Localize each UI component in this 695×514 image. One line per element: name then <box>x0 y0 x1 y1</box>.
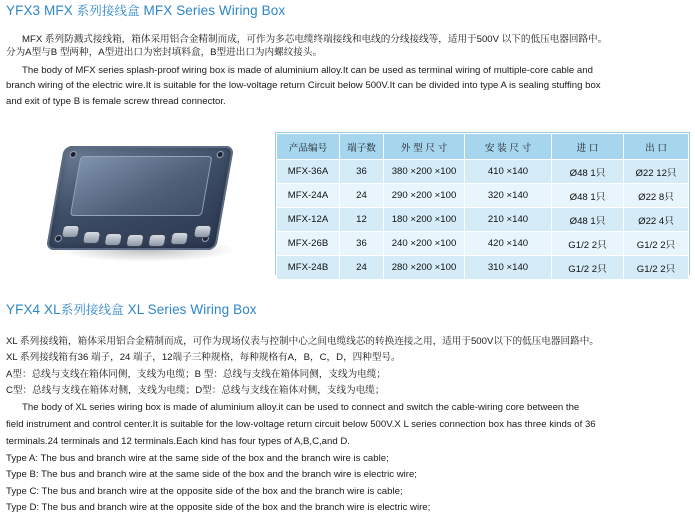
table-cell: 310 ×140 <box>465 256 552 280</box>
table-cell: Ø48 1只 <box>552 208 624 232</box>
table-cell: Ø48 1只 <box>552 184 624 208</box>
table-row <box>277 232 689 256</box>
section2-heading-prefix: YFX4 XL <box>6 302 61 317</box>
section2-heading-cn: 系列接线盒 <box>60 303 124 317</box>
cable-gland-icon <box>62 226 79 237</box>
table-cell: MFX-12A <box>277 208 340 232</box>
table-cell: 210 ×140 <box>465 208 552 232</box>
table-cell: 24 <box>340 256 384 280</box>
table-cell: 12 <box>340 208 384 232</box>
section1-line: 分为A型与B 型两种，A型进出口为密封填料盒，B型进出口为内螺纹接头。 <box>6 47 323 58</box>
table-cell: 410 ×140 <box>465 160 552 184</box>
cable-gland-icon <box>127 235 144 246</box>
section2-line: XL 系列接线箱，箱体采用铝合金精制而成，可作为现场仪表与控制中心之间电缆线芯的转换连接之用，适用于500V以下的低压电器回路中。 <box>6 336 599 347</box>
wiring-box-body <box>46 146 234 250</box>
cable-gland-icon <box>105 234 122 245</box>
table-cell: 240 ×200 ×100 <box>384 232 465 256</box>
section1-heading-cn: 系列接线盒 <box>76 4 140 18</box>
section2-line: terminals.24 terminals and 12 terminals.Each kind has four types of A,B,C,and D. <box>6 436 350 447</box>
wiring-box-lid <box>70 156 213 216</box>
section1-heading-en: MFX Series Wiring Box <box>143 3 286 18</box>
table-cell: MFX-24A <box>277 184 340 208</box>
section2-line: A型：总线与支线在箱体同侧，支线为电缆；B 型：总线与支线在箱体同侧，支线为电缆； <box>6 369 387 380</box>
table-cell: 380 ×200 ×100 <box>384 160 465 184</box>
table-cell: 320 ×140 <box>465 184 552 208</box>
column-header: 产品编号 <box>277 134 340 160</box>
table-cell: Ø48 1只 <box>552 160 624 184</box>
cable-gland-icon <box>149 235 166 246</box>
table-cell: G1/2 2只 <box>624 232 689 256</box>
column-header: 端子数 <box>340 134 384 160</box>
table-cell: 290 ×200 ×100 <box>384 184 465 208</box>
table-row <box>277 184 689 208</box>
table-cell: G1/2 2只 <box>624 256 689 280</box>
wiring-box-photo <box>13 128 265 276</box>
table-cell: 420 ×140 <box>465 232 552 256</box>
table-cell: Ø22 4只 <box>624 208 689 232</box>
cable-gland-icon <box>83 232 100 243</box>
section2-line: XL 系列接线箱有36 端子，24 端子，12端子三种规格，每种规格有A，B，C，D，四种型号。 <box>6 352 401 363</box>
section2-line: Type C: The bus and branch wire at the opposite side of the box and the branch wire is cable; <box>6 486 403 497</box>
section1-line: MFX 系列防溅式接线箱，箱体采用铝合金精制而成，可作为多芯电缆终端接线和电线的分线接线等，适用于500V 以下的低压电器回路中。 <box>22 34 608 45</box>
section1-line: and exit of type B is female screw thread connector. <box>6 96 226 107</box>
table-cell: Ø22 12只 <box>624 160 689 184</box>
table-cell: 180 ×200 ×100 <box>384 208 465 232</box>
section2-line: field instrument and control center.It is suitable for the low-voltage return circuit below 500V.X L series connection box has three kinds of 36 <box>6 419 596 430</box>
column-header: 出 口 <box>624 134 689 160</box>
table-cell: 24 <box>340 184 384 208</box>
table-cell: 36 <box>340 232 384 256</box>
section2-line: Type A: The bus and branch wire at the same side of the box and the branch wire is cable; <box>6 453 389 464</box>
column-header: 外 型 尺 寸 <box>384 134 465 160</box>
cable-gland-icon <box>171 233 188 244</box>
table-row <box>277 256 689 280</box>
section2-line: Type D: The bus and branch wire at the opposite side of the box and the branch wire is electric wire; <box>6 502 431 513</box>
table-cell: G1/2 2只 <box>552 256 624 280</box>
section2-line: Type B: The bus and branch wire at the same side of the box and the branch wire is electric wire; <box>6 469 417 480</box>
cable-gland-icon <box>194 226 211 237</box>
table-cell: MFX-36A <box>277 160 340 184</box>
table-cell: G1/2 2只 <box>552 232 624 256</box>
table-row <box>277 208 689 232</box>
section2-line: The body of XL series wiring box is made of aluminium alloy.it can be used to connect and switch the cable-wiring core between the <box>22 402 580 413</box>
section2-line: C型：总线与支线在箱体对侧，支线为电缆；D型：总线与支线在箱体对侧，支线为电缆； <box>6 385 385 396</box>
column-header: 安 装 尺 寸 <box>465 134 552 160</box>
table-cell: 280 ×200 ×100 <box>384 256 465 280</box>
table-cell: Ø22 8只 <box>624 184 689 208</box>
column-header: 进 口 <box>552 134 624 160</box>
table-header-row <box>277 134 689 160</box>
table-row <box>277 160 689 184</box>
section1-heading <box>6 1 285 19</box>
table-cell: MFX-24B <box>277 256 340 280</box>
section2-heading-en: XL Series Wiring Box <box>127 302 257 317</box>
spec-table <box>276 133 689 280</box>
table-cell: MFX-26B <box>277 232 340 256</box>
section1-heading-prefix: YFX3 MFX <box>6 3 73 18</box>
section1-line: branch wiring of the electric wire.It is suitable for the low-voltage return Circuit below 500V.It can be divided into type A is sealing stuffing box <box>6 80 601 91</box>
section2-heading <box>6 300 257 318</box>
table-cell: 36 <box>340 160 384 184</box>
section1-line: The body of MFX series splash-proof wiring box is made of aluminium alloy.It can be used as terminal wiring of multiple-core cable and <box>22 65 593 76</box>
